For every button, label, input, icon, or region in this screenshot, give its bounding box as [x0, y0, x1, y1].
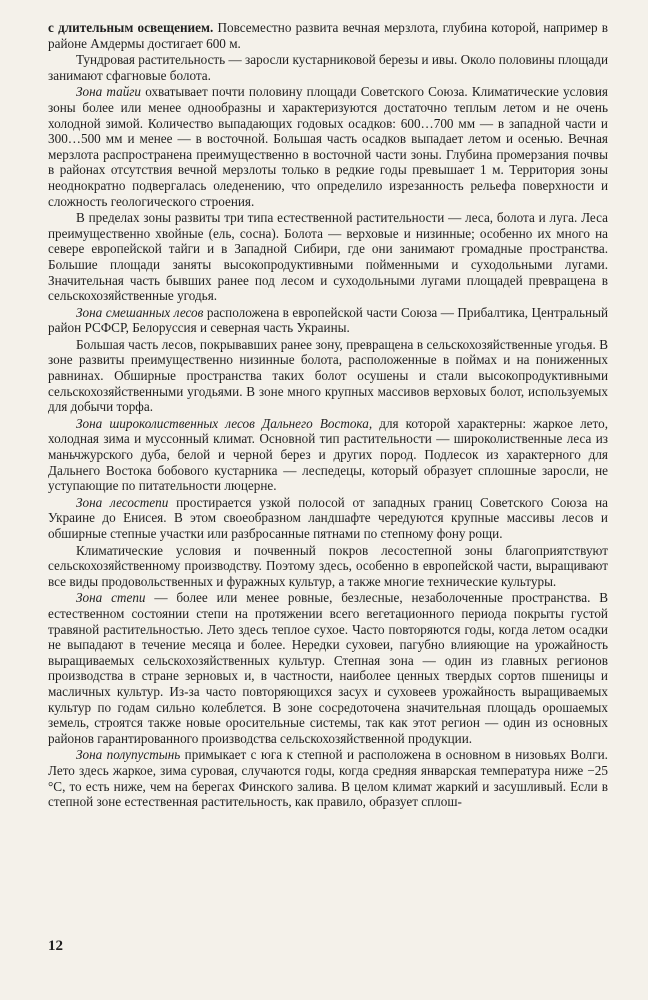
paragraph: [48, 52, 608, 83]
paragraph: [48, 590, 608, 746]
zone-term: Зона смешанных лесов: [76, 304, 204, 320]
paragraph-text: расположена в европейской части Союза — Прибалтика, Центральный район РСФСР, Белоруссия и северная часть Украины.: [48, 304, 608, 336]
paragraph-text: В пределах зоны развиты три типа естественной растительности — леса, болота и луга. Леса преимущественно хвойные (ель, сосна). Болота — верховые и низинные; особенно их много на севере европейской тайги и в Западной Сибири, где они занимают громадные пространства. Большие площади заняты высокопродуктивными пойменными и суходольными лугами. Значительная часть бывших ранее под лесом и суходольными лугами площадей превращена в сельскохозяйственные угодья.: [48, 210, 608, 304]
paragraph-text: Тундровая растительность — заросли кустарниковой березы и ивы. Около половины площади занимают сфагновые болота.: [48, 52, 608, 83]
page-number: 12: [48, 938, 63, 954]
paragraph-text: примыкает с юга к степной и расположена в основном в низовьях Волги. Лето здесь жаркое, зима суровая, случаются годы, когда средняя январская температура ниже −25 °С, то есть ниже, чем на берегах Финского залива. В целом климат жаркий и засушливый. Если в степной зоне естественная растительность, как правило, образует сплош-: [48, 747, 608, 810]
zone-term: Зона лесостепи: [76, 494, 169, 510]
zone-term: Зона широколиственных лесов Дальнего Востока,: [76, 415, 373, 431]
paragraph-text: Повсеместно развита вечная мерзлота, глубина которой, например в районе Амдермы достигает 600 м.: [48, 20, 609, 51]
paragraph-text: Большая часть лесов, покрывавших ранее зону, превращена в сельскохозяйственные угодья. В зоне развиты преимущественно низинные болота, расположенные в поймах и на пониженных равнинах. Обширные пространства таких болот осушены и стали высокопродуктивными сельскохозяйственными угодьями. В зоне много крупных массивов верховых болот, используемых для добычи торфа.: [48, 336, 608, 415]
paragraph: [48, 416, 608, 494]
paragraph-text: Климатические условия и почвенный покров лесостепной зоны благоприятствуют сельскохозяйственному производству. Поэтому здесь, особенно в европейской части, выращивают все виды продовольственных и фуражных культур, а также многие технические культуры.: [48, 542, 608, 589]
paragraph: [48, 747, 608, 809]
zone-term: Зона степи: [76, 590, 146, 606]
paragraph: [48, 84, 608, 209]
paragraph: [48, 20, 608, 51]
paragraph-text: простирается узкой полосой от западных границ Советского Союза на Украине до Енисея. В этом своеобразном ландшафте чередуются крупные массивы лесов и обширные степные участки или разбросанные пятнами по степному фону рощи.: [48, 494, 608, 541]
paragraph: [48, 337, 608, 415]
zone-term: Зона тайги: [76, 84, 142, 100]
paragraph-text: для которой характерны: жаркое лето, холодная зима и муссонный климат. Основной тип растительности — широколиственные леса из маньчжурского дуба, белой и черной берез и других пород. Подлесок из характерного для Дальнего Востока бобового кустарника — леспедецы, который образует сплошные заросли, не уступающие по питательности люцерне.: [48, 415, 608, 494]
paragraph-text: — более или менее ровные, безлесные, незаболоченные пространства. В естественном состоянии степи на протяжении всего вегетационного периода покрыты густой травяной растительностью. Лето здесь теплое сухое. Часто повторяются годы, когда летом осадки не выпадают в течение месяца и более. Нередки суховеи, пагубно влияющие на урожайность выращиваемых сельскохозяйственных культур. Степная зона — один из главных регионов производства в стране зерновых и, в частности, наиболее ценных твердых сортов пшеницы и масличных культур. Из-за часто повторяющихся засух и суховеев урожайность выращиваемых культур по годам сильно колеблется. В зоне сосредоточена значительная площадь орошаемых земель, строятся также новые оросительные системы, так как этот регион — один из основных районов гарантированного производства сельскохозяйственной продукции.: [48, 590, 608, 746]
paragraph: [48, 495, 608, 542]
paragraph-text: охватывает почти половину площади Советского Союза. Климатические условия зоны более или менее однообразны и характеризуются достаточно теплым летом и не очень холодной зимой. Количество выпадающих годовых осадков: 600…700 мм — в западной части и 300…500 мм и менее — в восточной. Большая часть осадков выпадает летом и осенью. Вечная мерзлота распространена преимущественно в восточной части зоны. Глубина промерзания почвы в районах отсутствия вечной мерзлоты только в редкие годы превышает 1 м. Территория зоны неоднократно подвергалась оледенению, что определило изрезанность рельефа поверхности и сложность геологического строения.: [48, 84, 608, 209]
paragraph: [48, 543, 608, 590]
body-text: [48, 20, 608, 810]
zone-term: Зона полупустынь: [76, 747, 181, 763]
paragraph: [48, 210, 608, 304]
lead-text: с длительным освещением.: [48, 20, 214, 35]
paragraph: [48, 305, 608, 336]
